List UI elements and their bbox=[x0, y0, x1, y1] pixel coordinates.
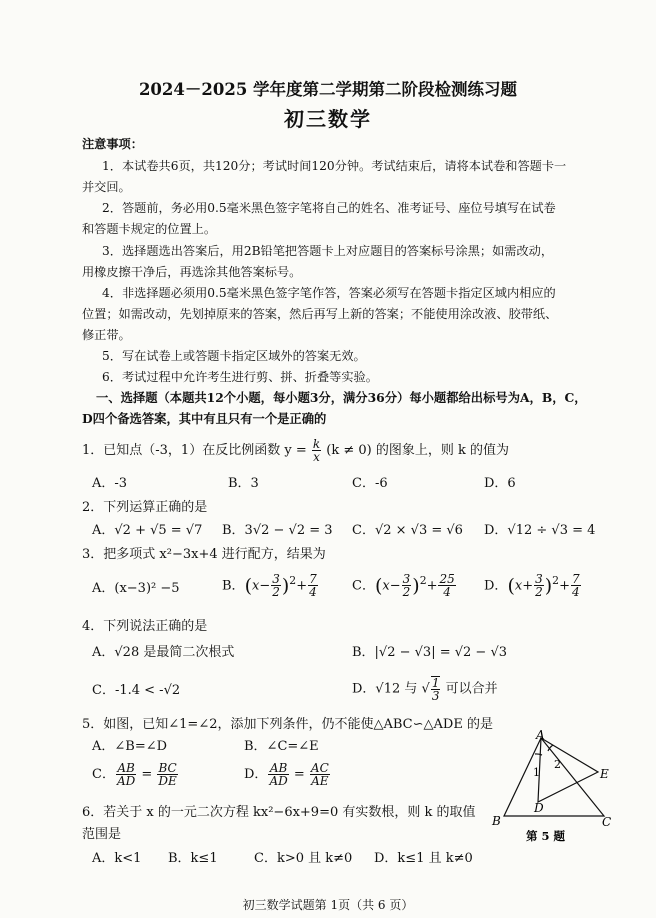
note-line: 用橡皮擦干净后，再选涂其他答案标号。 bbox=[82, 265, 302, 279]
q1-option-b: B．3 bbox=[228, 476, 259, 491]
q2-option-d: D．√12 ÷ √3 = 4 bbox=[484, 523, 596, 538]
q5-option-b: B．∠C=∠E bbox=[244, 739, 319, 754]
question-1-stem: 1．已知点（-3，1）在反比例函数 y = $\frac{k}{x}$ (k ≠ 0) 的图象上，则 k 的值为 bbox=[82, 437, 510, 464]
q4-option-d: D．√12 与 √ $\frac{1}{3}$ 可以合并 bbox=[352, 676, 498, 703]
note-line: 4．非选择题必须用0.5毫米黑色签字笔作答，答案必须写在答题卡指定区域内相应的 bbox=[102, 286, 556, 300]
exam-subject: 初三数学 bbox=[284, 107, 372, 131]
q3-option-a: A．(x−3)² −5 bbox=[92, 581, 180, 596]
section-heading-cont: D四个备选答案，其中有且只有一个是正确的 bbox=[82, 411, 327, 426]
q2-option-a: A．√2 + √5 = √7 bbox=[92, 523, 203, 538]
question-2-stem: 2．下列运算正确的是 bbox=[82, 500, 208, 515]
label-angle-2: 2 bbox=[554, 758, 561, 771]
q1-option-c: C．-6 bbox=[352, 476, 388, 491]
note-line: 和答题卡规定的位置上。 bbox=[82, 222, 217, 236]
note-line: 3．选择题选出答案后，用2B铅笔把答题卡上对应题目的答案标号涂黑；如需改动， bbox=[102, 244, 554, 258]
q4-option-b: B．|√2 − √3| = √2 − √3 bbox=[352, 645, 508, 660]
note-line: 2．答题前，务必用0.5毫米黑色签字笔将自己的姓名、准考证号、座位号填写在试卷 bbox=[102, 201, 556, 215]
q6-option-d: D．k≤1 且 k≠0 bbox=[374, 851, 473, 866]
q5-option-a: A．∠B=∠D bbox=[92, 739, 168, 754]
figure-caption: 第 5 题 bbox=[526, 829, 566, 843]
q5-option-d: D． $\frac{AB}{AD}$ = $\frac{AC}{AE}$ bbox=[244, 761, 329, 788]
question-4-stem: 4．下列说法正确的是 bbox=[82, 619, 208, 634]
fraction: $\frac{k}{x}$ bbox=[312, 437, 321, 464]
q6-option-a: A．k<1 bbox=[92, 851, 142, 866]
q3-option-c: C．(x− $\frac{3}{2}$ )$^2$+ $\frac{25}{4}$ bbox=[352, 572, 455, 600]
q5-option-c: C． $\frac{AB}{AD}$ = $\frac{BC}{DE}$ bbox=[92, 761, 177, 788]
label-d: D bbox=[534, 801, 544, 815]
note-line: 并交回。 bbox=[82, 180, 131, 194]
question-6-stem: 6．若关于 x 的一元二次方程 kx²−6x+9=0 有实数根，则 k 的取值 bbox=[82, 805, 476, 820]
note-line: 位置；如需改动，先划掉原来的答案，然后再写上新的答案；不能使用涂改液、胶带纸、 bbox=[82, 307, 558, 321]
q3-option-d: D．(x+ $\frac{3}{2}$ )$^2$+ $\frac{7}{4}$ bbox=[484, 572, 580, 600]
note-line: 1．本试卷共6页，共120分；考试时间120分钟。考试结束后，请将本试卷和答题卡一 bbox=[102, 159, 567, 173]
q6-option-b: B．k≤1 bbox=[168, 851, 218, 866]
q3-option-b: B．(x− $\frac{3}{2}$ )$^2$+ $\frac{7}{4}$ bbox=[222, 572, 317, 600]
label-e: E bbox=[600, 767, 609, 781]
label-b: B bbox=[492, 814, 501, 828]
note-line: 6．考试过程中允许考生进行剪、拼、折叠等实验。 bbox=[102, 370, 378, 384]
question-6-stem-cont: 范围是 bbox=[82, 827, 122, 842]
label-a: A bbox=[536, 730, 545, 742]
geometry-figure bbox=[486, 730, 626, 845]
question-3-stem: 3．把多项式 x²−3x+4 进行配方，结果为 bbox=[82, 547, 326, 562]
triangle-ade bbox=[538, 738, 598, 802]
q4-option-a: A．√28 是最简二次根式 bbox=[92, 645, 235, 660]
q4-option-c: C．-1.4 < -√2 bbox=[92, 683, 181, 698]
question-5-stem: 5．如图，已知∠1=∠2，添加下列条件，仍不能使△ABC∽△ADE 的是 bbox=[82, 717, 493, 732]
q2-option-c: C．√2 × √3 = √6 bbox=[352, 523, 463, 538]
q6-option-c: C．k>0 且 k≠0 bbox=[254, 851, 353, 866]
q1-option-a: A．-3 bbox=[92, 476, 128, 491]
notes-heading: 注意事项： bbox=[82, 137, 143, 151]
label-c: C bbox=[602, 815, 612, 829]
section-heading: 一、选择题（本题共12个小题，每小题3分，满分36分）每小题都给出标号为A，B，C， bbox=[96, 390, 587, 405]
exam-title: 2024－2025 学年度第二学期第二阶段检测练习题 bbox=[138, 80, 518, 99]
q1-option-d: D．6 bbox=[484, 476, 516, 491]
q2-option-b: B．3√2 − √2 = 3 bbox=[222, 523, 333, 538]
label-angle-1: 1 bbox=[533, 766, 540, 779]
note-line: 5．写在试卷上或答题卡指定区域外的答案无效。 bbox=[102, 349, 366, 363]
page-footer: 初三数学试题第 1页（共 6 页） bbox=[242, 898, 414, 912]
note-line: 修正带。 bbox=[82, 328, 131, 342]
